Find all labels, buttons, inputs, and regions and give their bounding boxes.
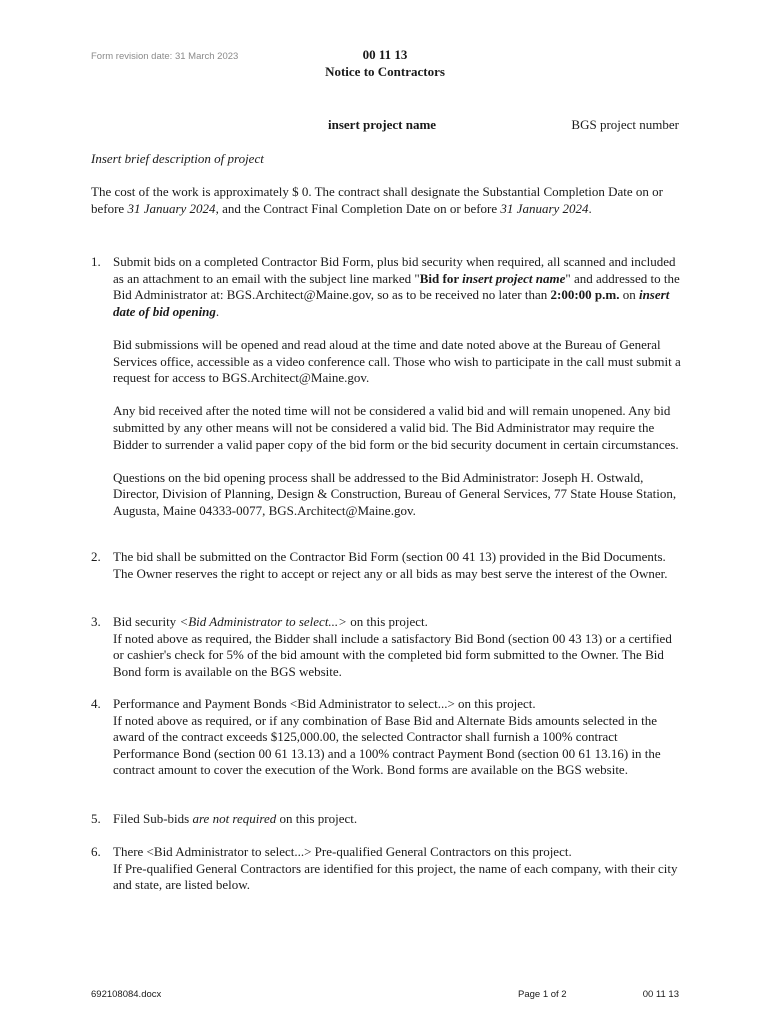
text-run: on this project. bbox=[276, 811, 358, 826]
list-item-5 bbox=[91, 811, 681, 828]
list-item-6 bbox=[91, 844, 681, 894]
item-number: 4. bbox=[91, 696, 101, 711]
sub-bids-status: are not required bbox=[192, 811, 277, 826]
sub-bids-line bbox=[113, 811, 681, 828]
bonds-paragraph: If noted above as required, or if any combination of Base Bid and Alternate Bids amounts selected in the award of the contract exceeds $125,000.00, the selected Contractor shall furnish a 100% contract Performance Bond (section 00 61 13.13) and a 100% contract Payment Bond (section 00 61 13.16) in the contract amount to cover the execution of the Work. Bond forms are available on the BGS website. bbox=[113, 712, 661, 778]
footer-page-number: Page 1 of 2 bbox=[518, 989, 567, 1000]
footer-section-number: 00 11 13 bbox=[642, 989, 679, 1000]
section-number: 00 11 13 bbox=[362, 47, 408, 62]
bid-opening-date: insert date of bid opening bbox=[113, 287, 670, 319]
bid-bond-paragraph: If noted above as required, the Bidder shall include a satisfactory Bid Bond (section 00 43 13) or a certified or cashier's check for 5% of the bid amount with the completed bid form submitted to the Owner. The Bid Bond form is available on the BGS website. bbox=[113, 630, 672, 679]
bid-form-paragraph: The bid shall be submitted on the Contractor Bid Form (section 00 41 13) provided in the Bid Documents. The Owner reserves the right to accept or reject any or all bids as may best serve the interest of the Owner. bbox=[113, 549, 668, 581]
bid-opening-paragraph: Bid submissions will be opened and read aloud at the time and date noted above at the Bureau of General Services office, accessible as a video conference call. Those who wish to participate in the call must submit a request for access to BGS.Architect@Maine.gov. bbox=[113, 336, 681, 386]
cost-text-1: The cost of the work is approximately $ 0. The contract shall designate the Substantial Completion Date on or before bbox=[91, 184, 663, 216]
text-run: . bbox=[215, 303, 220, 319]
bid-security-line bbox=[113, 614, 681, 631]
prequalified-line: There <Bid Administrator to select...> Pre-qualified General Contractors on this project. bbox=[113, 844, 572, 859]
subject-project-name: insert project name bbox=[462, 270, 566, 286]
item-number: 6. bbox=[91, 844, 101, 859]
late-bid-paragraph: Any bid received after the noted time will not be considered a valid bid and will remain unopened. Any bid submitted by any other means will not be considered a valid bid. The Bid Administrator may require the Bidder to surrender a valid paper copy of the bid form or the bid security document in certain circumstances. bbox=[113, 403, 679, 452]
text-run: on bbox=[619, 287, 639, 303]
footer-filename: 692108084.docx bbox=[91, 989, 162, 1000]
bid-deadline-time: 2:00:00 p.m. bbox=[550, 287, 620, 303]
list-item-1 bbox=[91, 254, 681, 520]
cost-text-3: . bbox=[588, 200, 592, 216]
bid-security-selection: <Bid Administrator to select...> bbox=[179, 614, 347, 629]
list-item-2 bbox=[91, 549, 681, 582]
final-completion-date: 31 January 2024 bbox=[500, 200, 589, 216]
item-number: 3. bbox=[91, 614, 101, 629]
bonds-line: Performance and Payment Bonds <Bid Administrator to select...> on this project. bbox=[113, 696, 536, 711]
prequalified-paragraph: If Pre-qualified General Contractors are identified for this project, the name of each company, with their city and state, are listed below. bbox=[113, 860, 678, 893]
text-run: Submit bids on a completed Contractor Bid Form, plus bid security when required, all scanned and included as an attachment to an email with the subject line marked " bbox=[113, 254, 676, 286]
substantial-completion-date: 31 January 2024 bbox=[127, 200, 216, 216]
cost-text-2: , and the Contract Final Completion Date on or before bbox=[215, 200, 501, 216]
item-number: 2. bbox=[91, 549, 101, 564]
text-run: Bid security bbox=[113, 614, 180, 629]
text-run: on this project. bbox=[346, 614, 428, 629]
item-number: 5. bbox=[91, 811, 101, 826]
item-number: 1. bbox=[91, 254, 101, 269]
list-item-4 bbox=[91, 696, 681, 779]
cost-paragraph bbox=[91, 184, 681, 217]
form-revision-date: Form revision date: 31 March 2023 bbox=[91, 51, 239, 62]
section-title: Notice to Contractors bbox=[325, 64, 445, 79]
submit-bids-paragraph bbox=[113, 254, 681, 320]
text-run: " and addressed to the Bid Administrator at: BGS.Architect@Maine.gov, so as to be received no later than bbox=[113, 270, 680, 303]
questions-paragraph: Questions on the bid opening process shall be addressed to the Bid Administrator: Joseph H. Ostwald, Director, Division of Planning, Design & Construction, Bureau of General Services, 77 State House Station, Augusta, Maine 04333-0077, BGS.Architect@Maine.gov. bbox=[113, 469, 677, 518]
project-description: Insert brief description of project bbox=[91, 151, 264, 166]
text-run-bold: Bid for bbox=[419, 270, 463, 286]
project-name: insert project name bbox=[328, 117, 437, 132]
project-number: BGS project number bbox=[571, 117, 679, 132]
list-item-3 bbox=[91, 614, 681, 680]
text-run: Filed Sub-bids bbox=[113, 811, 193, 826]
